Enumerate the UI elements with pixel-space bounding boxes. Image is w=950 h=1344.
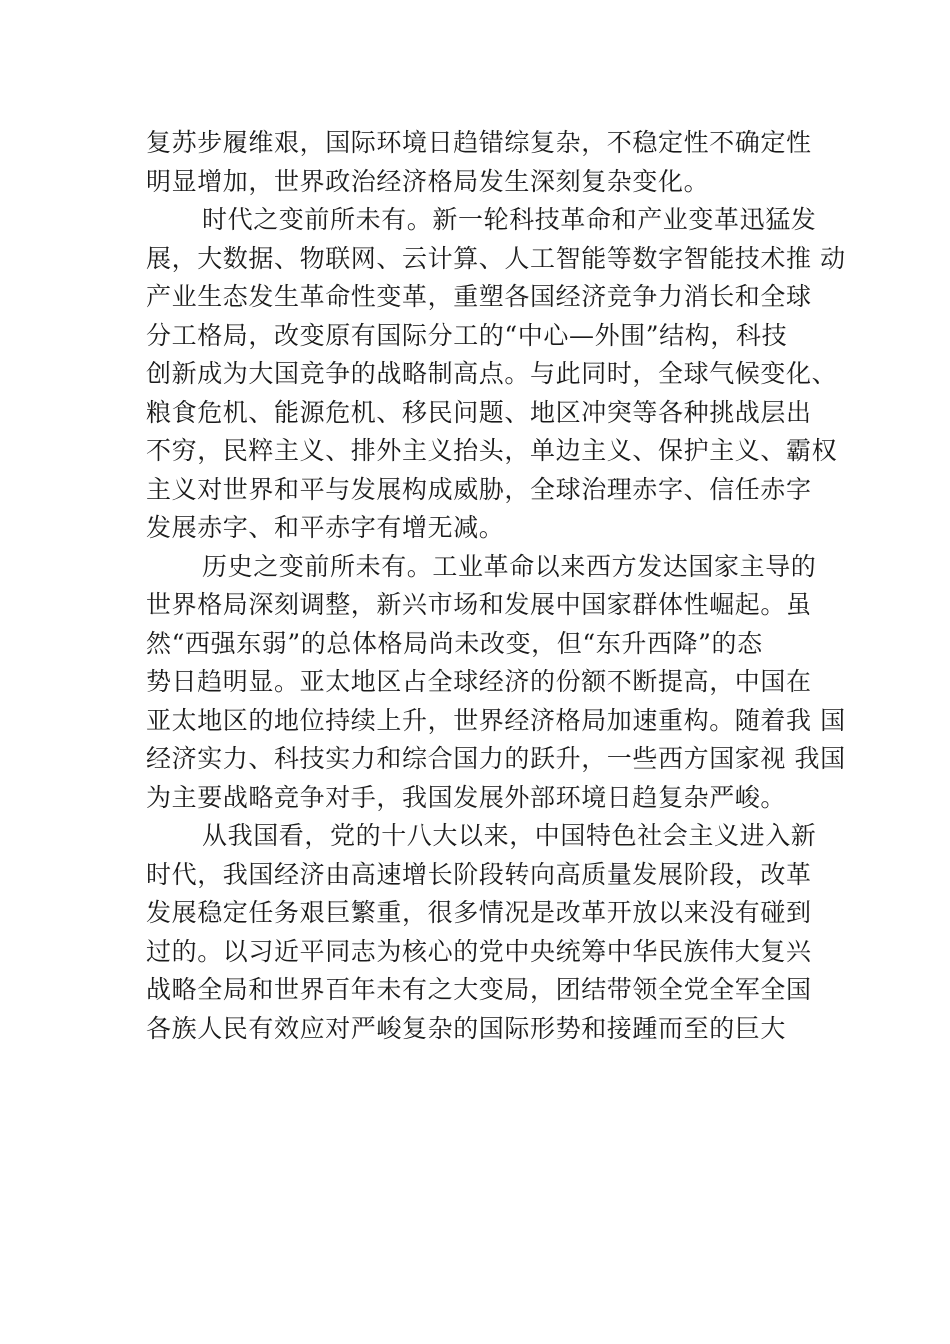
- paragraph-start-line: 时代之变前所未有。新一轮科技革命和产业变革迅猛发: [202, 205, 817, 234]
- text-line: 创新成为大国竞争的战略制高点。与此同时，全球气候变化、: [146, 359, 838, 388]
- text-line: 粮食危机、能源危机、移民问题、地区冲突等各种挑战层出: [146, 397, 812, 427]
- text-line: 然“西强东弱”的总体格局尚未改变，但“东升西降”的态: [146, 628, 763, 658]
- text-line: 复苏步履维艰，国际环境日趋错综复杂，不稳定性不确定性: [146, 128, 812, 157]
- text-line: 各族人民有效应对严峻复杂的国际形势和接踵而至的巨大: [146, 1013, 787, 1043]
- text-line: 经济实力、科技实力和综合国力的跃升，一些西方国家视 我国: [146, 744, 846, 773]
- text-line: 发展稳定任务艰巨繁重，很多情况是改革开放以来没有碰到: [146, 898, 812, 927]
- text-line: 分工格局，改变原有国际分工的“中心—外围”结构，科技: [146, 320, 788, 350]
- text-line: 战略全局和世界百年未有之大变局，团结带领全党全军全国: [146, 975, 812, 1004]
- text-line: 时代，我国经济由高速增长阶段转向高质量发展阶段，改革: [146, 859, 812, 889]
- text-line: 产业生态发生革命性变革，重塑各国经济竞争力消长和全球: [146, 282, 812, 311]
- text-line: 势日趋明显。亚太地区占全球经济的份额不断提高，中国在: [146, 667, 812, 696]
- text-line: 明显增加，世界政治经济格局发生深刻复杂变化。: [146, 166, 710, 196]
- text-line: 为主要战略竞争对手，我国发展外部环境日趋复杂严峻。: [146, 782, 787, 812]
- text-line: 世界格局深刻调整，新兴市场和发展中国家群体性崛起。虽: [146, 590, 812, 619]
- paragraph-start-line: 历史之变前所未有。工业革命以来西方发达国家主导的: [202, 551, 817, 581]
- text-line: 亚太地区的地位持续上升，世界经济格局加速重构。随着我 国: [146, 705, 846, 735]
- text-line: 过的。以习近平同志为核心的党中央统筹中华民族伟大复兴: [146, 936, 812, 966]
- text-line: 发展赤字、和平赤字有增无减。: [146, 513, 505, 542]
- text-line: 主义对世界和平与发展构成威胁，全球治理赤字、信任赤字: [146, 474, 812, 504]
- text-line: 不穷，民粹主义、排外主义抬头，单边主义、保护主义、霸权: [146, 436, 838, 465]
- paragraph-start-line: 从我国看，党的十八大以来，中国特色社会主义进入新: [202, 821, 817, 850]
- document-body: [146, 124, 846, 1048]
- text-line: 展，大数据、物联网、云计算、人工智能等数字智能技术推 动: [146, 243, 846, 273]
